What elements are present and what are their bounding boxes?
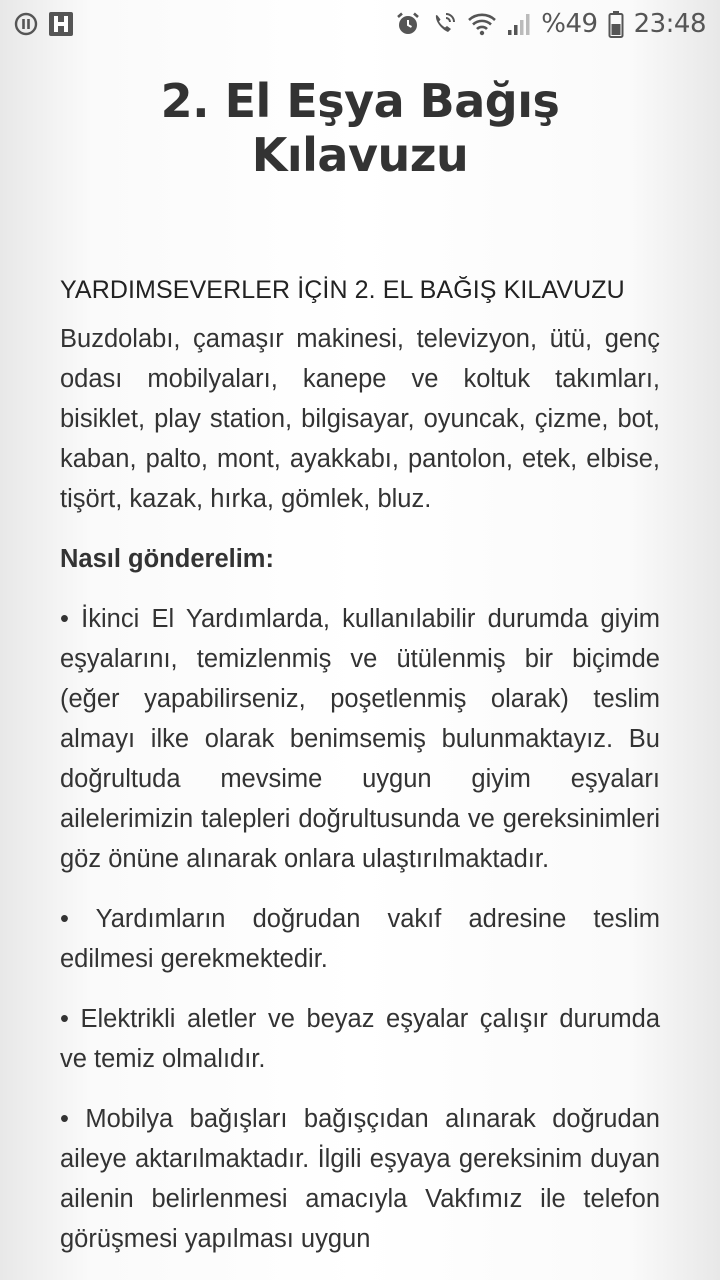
battery-percent: %49 [541,9,598,39]
status-bar-right [395,9,706,39]
article [0,74,720,1259]
article-subtitle: YARDIMSEVERLER İÇİN 2. EL BAĞIŞ KILAVUZU [60,276,625,304]
alarm-icon [395,11,421,37]
battery-icon [608,10,624,38]
bullet-item: • Yardımların doğrudan vakıf adresine teslim edilmesi gerekmektedir. [60,905,660,973]
signal-icon [507,11,531,37]
clock: 23:48 [633,9,706,39]
status-bar [0,0,720,48]
media-indicator-icon [14,12,38,36]
h-app-icon [48,11,74,37]
bullet-item: • Mobilya bağışları bağışçıdan alınarak doğrudan aileye aktarılmaktadır. İlgili eşyaya gereksinim duyan ailenin belirlenmesi amacıyla Vakfımız ile telefon görüşmesi yapılması uygun [60,1105,660,1253]
how-to-send-heading: Nasıl gönderelim: [60,545,274,573]
donation-items-paragraph: Buzdolabı, çamaşır makinesi, televizyon, ütü, genç odası mobilyaları, kanepe ve koltuk takımları, bisiklet, play station, bilgisayar, oyuncak, çizme, bot, kaban, palto, mont, ayakkabı, pantolon, etek, elbise, tişört, kazak, hırka, gömlek, bluz. [60,325,660,513]
page-title: 2. El Eşya Bağış Kılavuzu [160,74,560,182]
wifi-call-icon [431,11,457,37]
bullet-item: • Elektrikli aletler ve beyaz eşyalar çalışır durumda ve temiz olmalıdır. [60,1005,660,1073]
status-bar-left [14,11,74,37]
bullet-item: • İkinci El Yardımlarda, kullanılabilir durumda giyim eşyalarını, temizlenmiş ve ütülenmiş bir biçimde (eğer yapabilirseniz, poşetlenmiş olarak) teslim almayı ilke olarak benimsemiş bulunmaktayız. Bu doğrultuda mevsime uygun giyim eşyaları ailelerimizin talepleri doğrultusunda ve gereksinimleri göz önüne alınarak onlara ulaştırılmaktadır. [60,605,660,873]
wifi-icon [467,11,497,37]
